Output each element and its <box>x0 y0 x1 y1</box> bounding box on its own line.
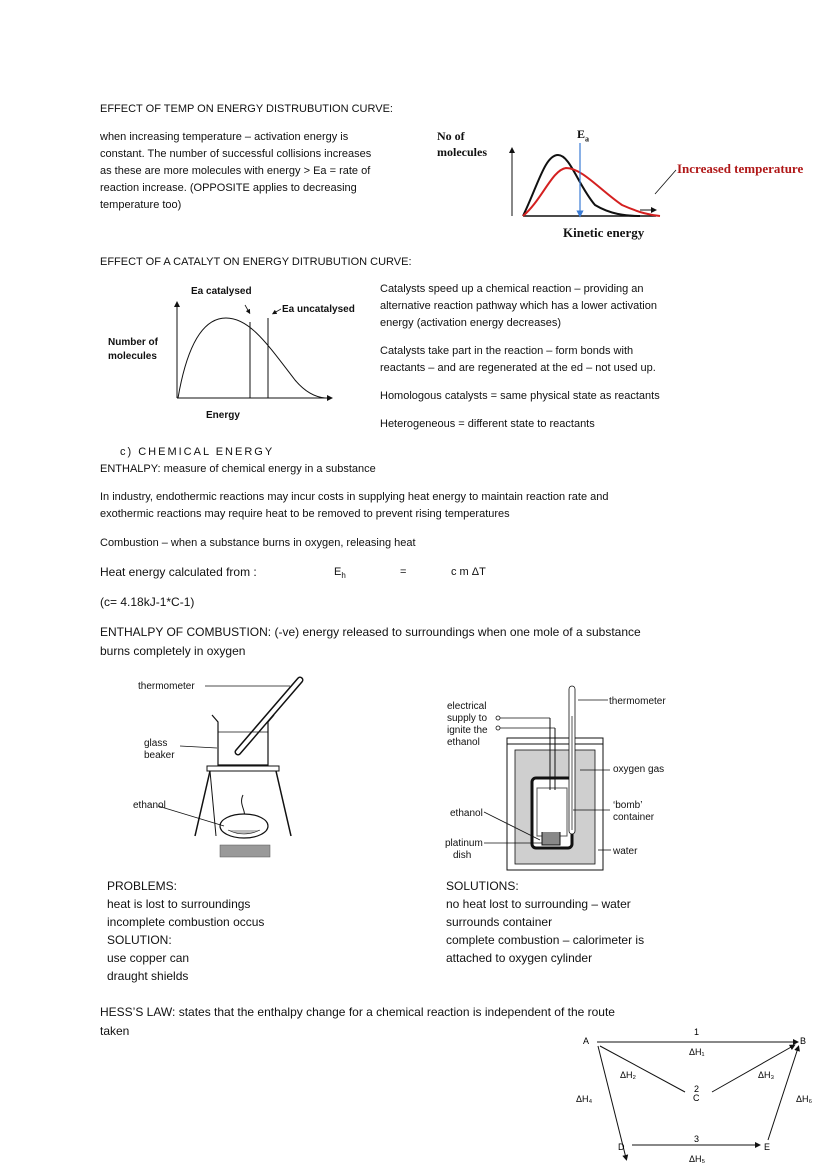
hess-line-1: HESS’S LAW: states that the enthalpy change for a chemical reaction is independent of the route <box>100 1005 615 1019</box>
heterogeneous-text: Heterogeneous = different state to reactants <box>380 418 595 430</box>
water-label: water <box>613 846 638 857</box>
dh3-label: ΔH₃ <box>758 1070 775 1080</box>
catalyst-para2: Catalysts take part in the reaction – form bonds with reactants – and are regenerated at the ed – not used up. <box>380 345 656 374</box>
right-thermometer-label: thermometer <box>609 696 666 707</box>
right-ethanol-label: ethanol <box>450 808 483 819</box>
catalyst-ylabel: Number of molecules <box>108 337 158 362</box>
enthalpy-text: ENTHALPY: measure of chemical energy in a substance <box>100 463 376 475</box>
heat-label: Heat energy calculated from : <box>100 565 257 579</box>
temp-line: as these are more molecules with energy > Ea = rate of <box>100 165 371 177</box>
problem-item: heat is lost to surroundings <box>107 897 251 911</box>
dh5-label: ΔH₅ <box>689 1154 706 1164</box>
temp-line: reaction increase. (OPPOSITE applies to decreasing <box>100 182 357 194</box>
dh2-line <box>600 1046 685 1092</box>
dh6-arrow <box>768 1048 798 1140</box>
solution-item: use copper can <box>107 951 190 965</box>
electrical-supply-label: electrical supply to ignite the ethanol <box>447 701 488 748</box>
formula: c m ΔT <box>451 566 486 578</box>
solution-line: complete combustion – calorimeter is <box>446 933 645 947</box>
catalyst-para1: Catalysts speed up a chemical reaction – providing an alternative reaction pathway which has a lower activation energy (activation energy decreases) <box>380 283 657 329</box>
node-e: E <box>764 1142 771 1152</box>
temp-graph-ea-label: $E_a$ <box>577 127 590 144</box>
temp-heading: EFFECT OF TEMP ON ENERGY DISTRUBUTION CURVE: <box>100 103 393 115</box>
equals-sign: = <box>400 566 407 578</box>
combustion-text: Combustion – when a substance burns in oxygen, releasing heat <box>100 537 416 549</box>
ea-catalysed-label: Ea catalysed <box>191 286 252 297</box>
glass-beaker-label: glass beaker <box>144 738 175 761</box>
solution-item: draught shields <box>107 969 189 983</box>
increased-temp-label: Increased temperature <box>677 161 804 176</box>
node-c: C <box>693 1093 700 1103</box>
enthalpy-combustion-2: burns completely in oxygen <box>100 644 246 658</box>
enthalpy-combustion-1: ENTHALPY OF COMBUSTION: (-ve) energy released to surroundings when one mole of a substance <box>100 625 641 639</box>
problems-heading: PROBLEMS: <box>107 879 178 893</box>
temp-graph-ylabel: No of molecules <box>437 129 487 159</box>
homologous-text: Homologous catalysts = same physical state as reactants <box>380 390 660 402</box>
catalyst-xlabel: Energy <box>206 410 240 421</box>
catalyst-heading: EFFECT OF A CATALYT ON ENERGY DITRUBUTION CURVE: <box>100 256 412 268</box>
route-1-label: 1 <box>694 1027 700 1037</box>
route-3-label: 3 <box>694 1134 700 1144</box>
industry-line-1: In industry, endothermic reactions may incur costs in supplying heat energy to maintain reaction rate and <box>100 491 609 503</box>
dh3-arrow <box>712 1046 793 1092</box>
c-value: (c= 4.18kJ-1*C-1) <box>100 595 195 609</box>
dh1-label: ΔH₁ <box>689 1047 705 1057</box>
temp-line: constant. The number of successful collisions increases <box>100 148 372 160</box>
industry-line-2: exothermic reactions may require heat to be removed to prevent rising temperatures <box>100 508 510 520</box>
solution-line: no heat lost to surrounding – water <box>446 897 631 911</box>
node-a: A <box>583 1036 590 1046</box>
hess-line-2: taken <box>100 1024 130 1038</box>
temp-graph-xlabel: Kinetic energy <box>563 225 645 240</box>
dh6-label: ΔH₆ <box>796 1094 813 1104</box>
problem-item: incomplete combustion occus <box>107 915 265 929</box>
solutions-heading: SOLUTIONS: <box>446 879 519 893</box>
bomb-container-label: ‘bomb’ container <box>613 800 655 823</box>
node-d: D <box>618 1142 625 1152</box>
solution-line: surrounds container <box>446 915 553 929</box>
left-ethanol-label: ethanol <box>133 800 166 811</box>
eh-symbol: $E_h$ <box>334 566 346 581</box>
chemical-energy-heading: c) CHEMICAL ENERGY <box>120 446 275 458</box>
ea-uncatalysed-label: Ea uncatalysed <box>282 304 355 315</box>
node-b: B <box>800 1036 807 1046</box>
solution-line: attached to oxygen cylinder <box>446 951 593 965</box>
oxygen-gas-label: oxygen gas <box>613 764 665 775</box>
temp-line: temperature too) <box>100 199 182 211</box>
temp-line: when increasing temperature – activation energy is <box>100 131 349 143</box>
solution-heading: SOLUTION: <box>107 933 172 947</box>
left-thermometer-label: thermometer <box>138 681 195 692</box>
route-2-label: 2 <box>694 1084 700 1094</box>
dh2-label: ΔH₂ <box>620 1070 637 1080</box>
dh4-label: ΔH₄ <box>576 1094 593 1104</box>
platinum-dish-label: platinum dish <box>445 838 483 861</box>
